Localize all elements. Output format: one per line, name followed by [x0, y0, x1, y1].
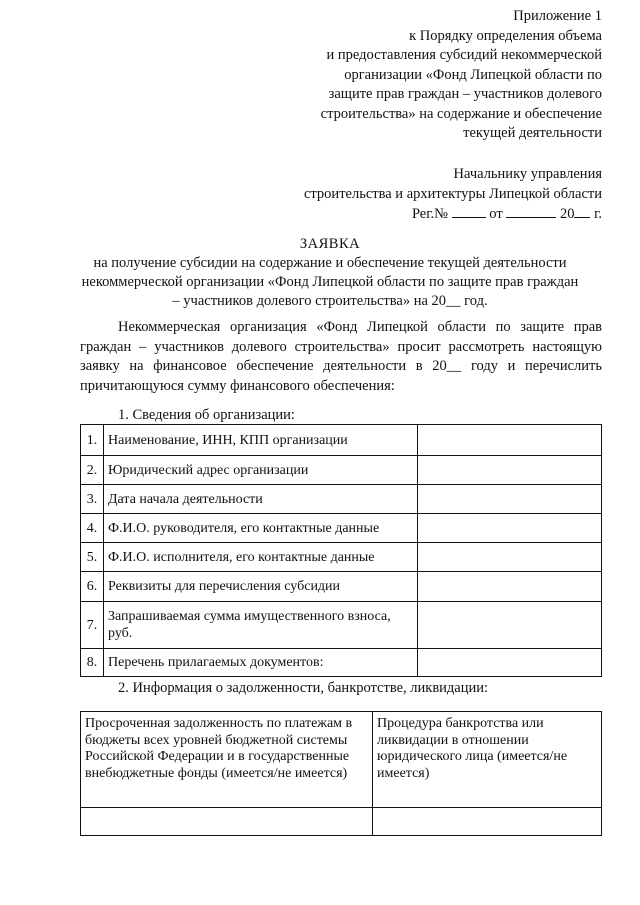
row-number: 4. — [81, 514, 104, 543]
header-line-4: организации «Фонд Липецкой области по — [344, 66, 602, 83]
table-row — [81, 572, 602, 602]
overdue-debt-value-cell[interactable] — [81, 808, 373, 836]
table-row — [81, 456, 602, 485]
table-row — [81, 543, 602, 572]
row-label: Дата начала деятельности — [104, 485, 418, 514]
section-1-heading: 1. Сведения об организации: — [118, 407, 295, 423]
row-value-cell[interactable] — [418, 649, 602, 677]
row-label: Перечень прилагаемых документов: — [104, 649, 418, 677]
title-line-1: на получение субсидии на содержание и обеспечение текущей деятельности — [93, 255, 567, 271]
table-row — [81, 514, 602, 543]
row-value-cell[interactable] — [418, 425, 602, 456]
organization-info-table — [80, 424, 602, 677]
row-number: 7. — [81, 602, 104, 649]
addressee-line-1: Начальнику управления — [453, 166, 602, 182]
table-row — [81, 808, 602, 836]
row-number: 8. — [81, 649, 104, 677]
row-number: 3. — [81, 485, 104, 514]
title-line-2: некоммерческой организации «Фонд Липецкой области по защите прав граждан — [81, 274, 579, 290]
row-label: Ф.И.О. исполнителя, его контактные данные — [104, 543, 418, 572]
row-label: Реквизиты для перечисления субсидии — [104, 572, 418, 602]
overdue-debt-header: Просроченная задолженность по платежам в бюджеты всех уровней бюджетной системы Российской Федерации и в государственные внебюджетные фонды (имеется/не имеется) — [81, 712, 373, 808]
row-value-cell[interactable] — [418, 514, 602, 543]
row-value-cell[interactable] — [418, 543, 602, 572]
row-number: 6. — [81, 572, 104, 602]
bankruptcy-value-cell[interactable] — [373, 808, 602, 836]
debt-bankruptcy-table — [80, 711, 602, 836]
application-title — [40, 235, 620, 311]
reg-year-suffix: г. — [594, 206, 602, 222]
intro-paragraph: Некоммерческая организация «Фонд Липецкой области по защите прав граждан – участников долевого строительства» просит рассмотреть настоящую заявку на финансовое обеспечение деятельности в 20__ году и перечислить причитающуюся сумму финансового обеспечения: — [80, 319, 602, 394]
reg-from-label: от — [489, 206, 503, 222]
row-number: 1. — [81, 425, 104, 456]
header-line-1: Приложение 1 — [513, 8, 602, 24]
registration-line — [182, 204, 602, 225]
row-value-cell[interactable] — [418, 485, 602, 514]
table-row — [81, 602, 602, 649]
header-line-6: строительства» на содержание и обеспечение — [320, 105, 602, 122]
row-label: Ф.И.О. руководителя, его контактные данные — [104, 514, 418, 543]
title-word: ЗАЯВКА — [299, 236, 361, 252]
reg-year-blank[interactable] — [574, 204, 590, 218]
reg-year-prefix: 20 — [559, 206, 575, 222]
bankruptcy-header: Процедура банкротства или ликвидации в отношении юридического лица (имеется/не имеется) — [373, 712, 602, 808]
row-label: Наименование, ИНН, КПП организации — [104, 425, 418, 456]
row-value-cell[interactable] — [418, 572, 602, 602]
addressee-line-2: строительства и архитектуры Липецкой области — [303, 185, 602, 202]
header-line-3: и предоставления субсидий некоммерческой — [326, 47, 602, 63]
reg-number-blank[interactable] — [452, 204, 486, 218]
row-label: Юридический адрес организации — [104, 456, 418, 485]
table-row — [81, 485, 602, 514]
row-number: 2. — [81, 456, 104, 485]
row-value-cell[interactable] — [418, 456, 602, 485]
table-header-row — [81, 712, 602, 808]
table-row — [81, 649, 602, 677]
table-row — [81, 425, 602, 456]
row-number: 5. — [81, 543, 104, 572]
reg-number-label: Рег.№ — [411, 206, 449, 222]
row-label: Запрашиваемая сумма имущественного взноса, руб. — [104, 602, 418, 649]
header-line-2: к Порядку определения объема — [409, 27, 602, 44]
addressee-block — [182, 165, 602, 225]
row-value-cell[interactable] — [418, 602, 602, 649]
section-2-heading: 2. Информация о задолженности, банкротстве, ликвидации: — [118, 680, 489, 696]
header-line-5: защите прав граждан – участников долевого — [328, 86, 602, 102]
reg-date-blank[interactable] — [506, 204, 556, 218]
appendix-header — [242, 7, 602, 144]
title-line-3: – участников долевого строительства» на 20__ год. — [172, 293, 488, 309]
header-line-7: текущей деятельности — [463, 125, 602, 141]
